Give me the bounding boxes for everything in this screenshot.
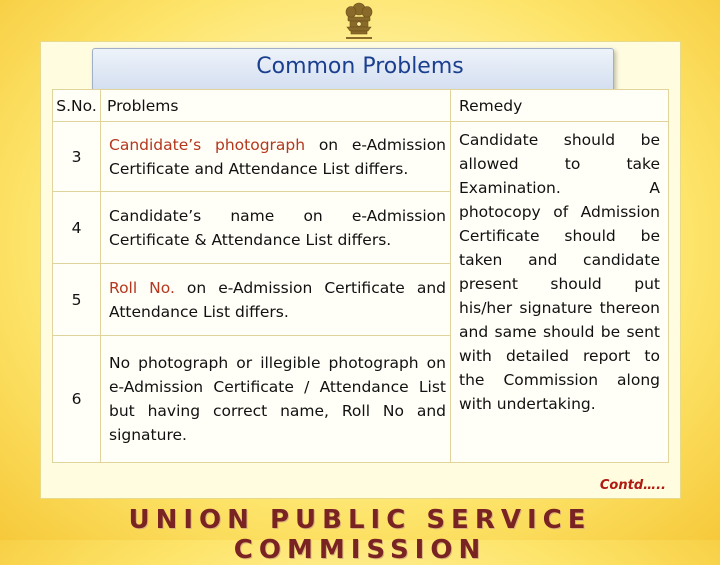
remedy-cell: Candidate should be allowed to take Examination. A photocopy of Admission Certificate should be taken and candidate present should put his/her signature thereon and same should be sent with detailed report to the Commission along with undertaking. bbox=[451, 122, 669, 463]
row-problem bbox=[101, 122, 451, 192]
table-row bbox=[53, 122, 669, 192]
problem-text: No photograph or illegible photograph on e-Admission Certificate / Attendance List but having correct name, Roll No and signature. bbox=[109, 354, 446, 444]
row-problem bbox=[101, 264, 451, 336]
problem-highlight: Candidate’s photograph bbox=[109, 135, 306, 154]
row-problem bbox=[101, 336, 451, 463]
header-remedy: Remedy bbox=[451, 90, 669, 122]
problem-text: on e-Admission Certificate and Attendance List differs. bbox=[109, 278, 446, 321]
national-emblem-icon bbox=[339, 0, 379, 46]
row-sno: 3 bbox=[53, 122, 101, 192]
problem-highlight: Roll No. bbox=[109, 278, 175, 297]
row-sno: 4 bbox=[53, 192, 101, 264]
problem-text: Candidate’s name on e-Admission Certificate & Attendance List differs. bbox=[109, 206, 446, 249]
footer-organisation-name: UNION PUBLIC SERVICE COMMISSION bbox=[128, 505, 592, 565]
continued-label: Contd….. bbox=[599, 478, 666, 493]
table-header-row bbox=[53, 90, 669, 122]
row-problem bbox=[101, 192, 451, 264]
problems-table bbox=[52, 89, 669, 463]
problem-text: on e-Admission Certificate and Attendance List differs. bbox=[109, 135, 447, 178]
row-sno: 5 bbox=[53, 264, 101, 336]
row-sno: 6 bbox=[53, 336, 101, 463]
header-sno: S.No. bbox=[53, 90, 101, 122]
header-problems: Problems bbox=[101, 90, 451, 122]
page-title: Common Problems bbox=[256, 54, 464, 79]
